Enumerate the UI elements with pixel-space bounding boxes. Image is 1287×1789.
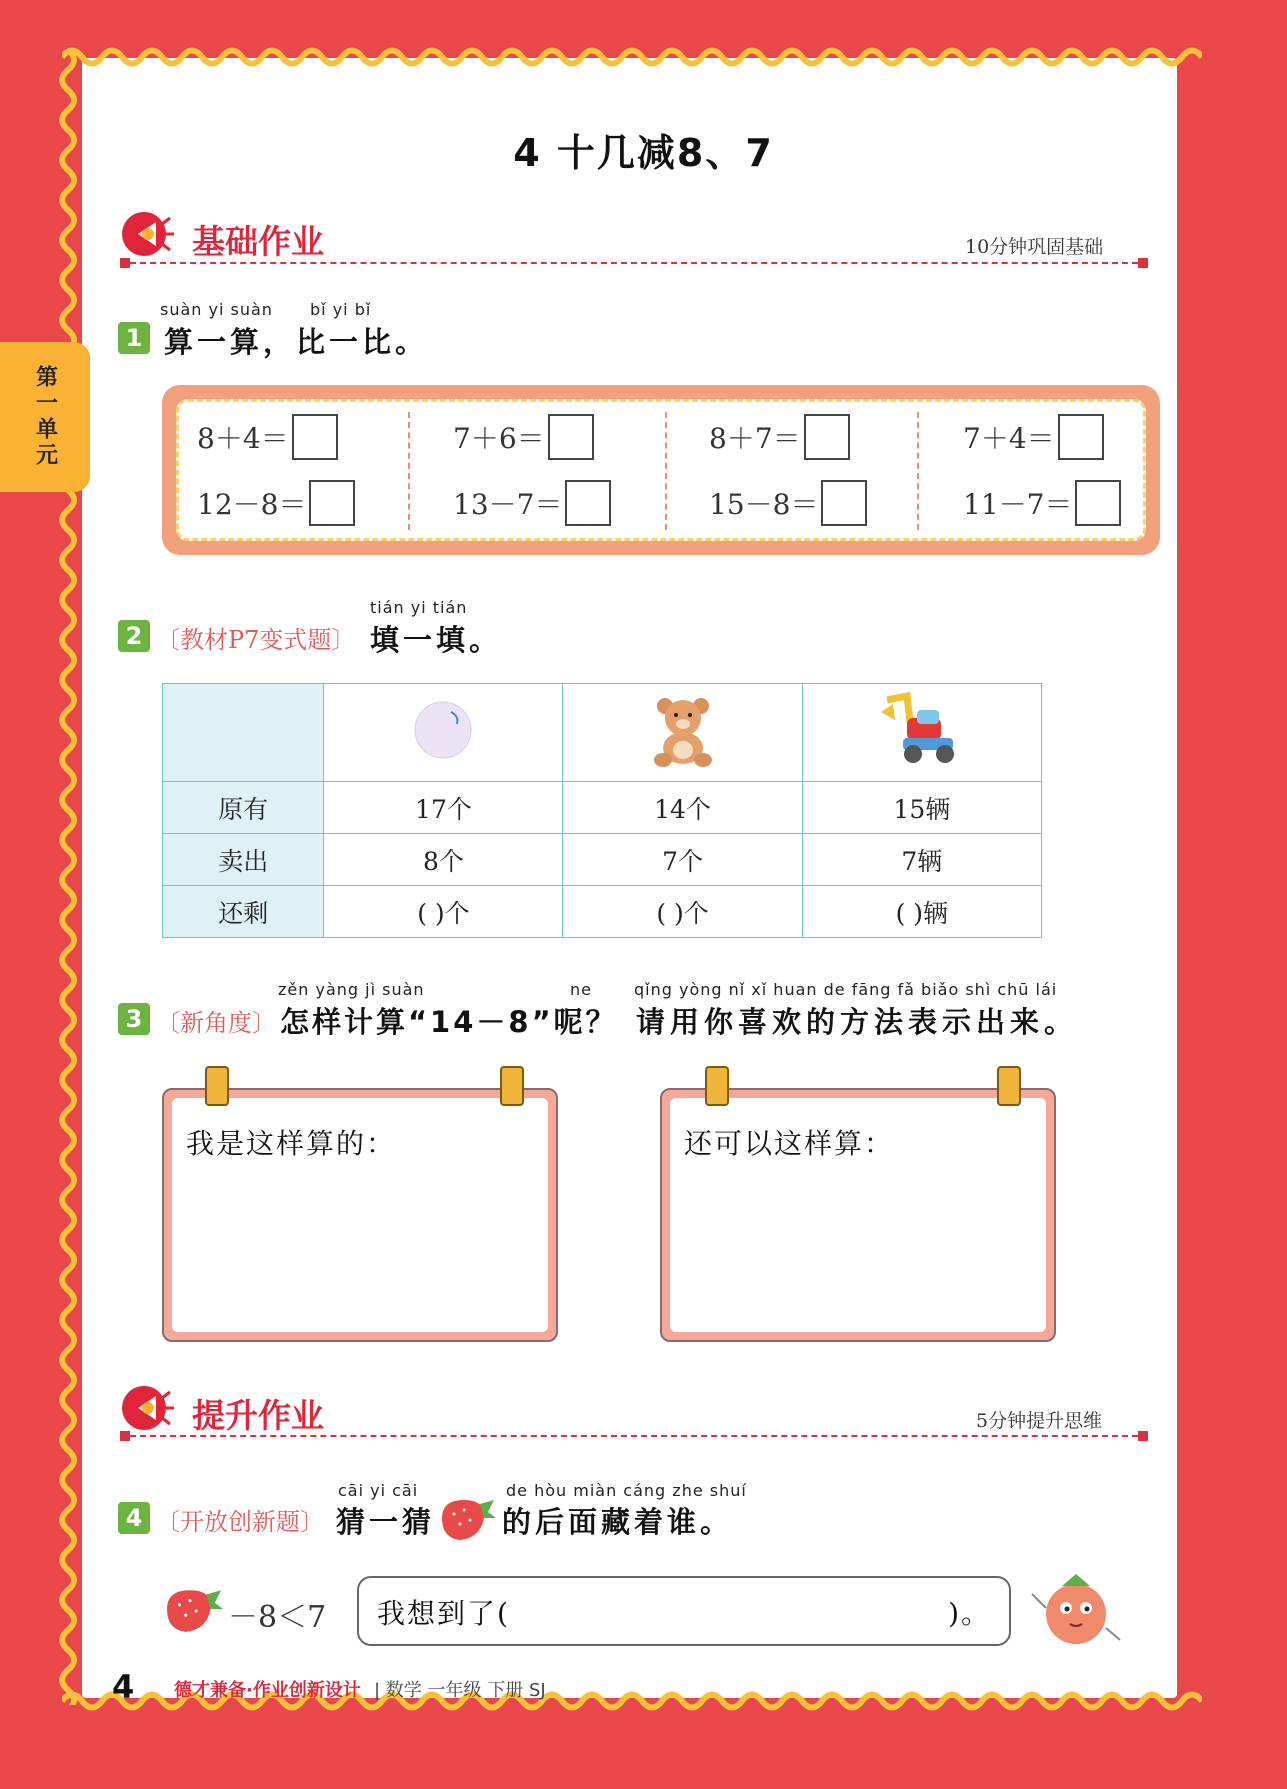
answer-cell[interactable]: ( )辆 — [802, 886, 1041, 938]
answer-box[interactable] — [1058, 414, 1104, 460]
footer-brand: 德才兼备·作业创新设计 — [174, 1680, 361, 1701]
table-cell: 7个 — [563, 834, 802, 886]
q4-expression: －8＜7 — [228, 1600, 327, 1635]
column-divider — [665, 412, 667, 530]
q4-tag: 〔开放创新题〕 — [156, 1508, 324, 1536]
question-number: 1 — [118, 322, 150, 354]
equation: 8＋4＝ — [197, 414, 338, 460]
ball-icon — [411, 698, 475, 762]
footer-info: | 数学 一年级 下册 SJ — [374, 1680, 546, 1701]
q3-pinyin-a: zěn yàng jì suàn — [278, 980, 425, 999]
section-divider — [130, 1435, 1138, 1437]
column-divider — [917, 412, 919, 530]
bubble-text: 我想到了( — [377, 1597, 510, 1630]
q4-pinyin-b: de hòu miàn cáng zhe shuí — [506, 1481, 747, 1500]
page-number: 4 — [112, 1668, 135, 1706]
table-cell: 8个 — [324, 834, 563, 886]
divider-start — [120, 258, 130, 268]
card-prompt: 我是这样算的： — [186, 1127, 397, 1160]
section-time-basic: 10分钟巩固基础 — [965, 236, 1104, 258]
q3-pinyin-c: qǐng yòng nǐ xǐ huan de fāng fǎ biǎo shì chū lái — [634, 980, 1058, 999]
divider-start — [120, 1431, 130, 1441]
question-number: 2 — [118, 620, 150, 652]
card-prompt: 还可以这样算： — [684, 1127, 895, 1160]
table-cell: 15辆 — [802, 782, 1041, 834]
q1-pinyin-b: bǐ yi bǐ — [310, 300, 372, 319]
equation: 8＋7＝ — [709, 414, 850, 460]
q1-text: 算一算，比一比。 — [164, 325, 429, 359]
equation: 13－7＝ — [453, 480, 611, 526]
excavator-cell — [802, 684, 1041, 782]
answer-cell[interactable]: ( )个 — [563, 886, 802, 938]
q3-text-b: 请用你喜欢的方法表示出来。 — [636, 1005, 1079, 1039]
clip-icon — [705, 1066, 729, 1106]
speech-bubble[interactable] — [357, 1576, 1011, 1646]
fill-table — [162, 683, 1042, 938]
section-title-advanced: 提升作业 — [192, 1396, 324, 1435]
clip-icon — [500, 1066, 524, 1106]
ball-cell — [324, 684, 563, 782]
section-title-basic: 基础作业 — [192, 222, 324, 261]
section-divider — [130, 262, 1138, 264]
q2-pinyin: tián yi tián — [370, 598, 468, 617]
q3-text-a: 怎样计算“14－8”呢？ — [280, 1005, 618, 1039]
wavy-border-top — [62, 44, 1202, 70]
row-label: 还剩 — [163, 886, 324, 938]
answer-box[interactable] — [804, 414, 850, 460]
answer-box[interactable] — [565, 480, 611, 526]
equation: 7＋4＝ — [963, 414, 1104, 460]
page-title: 4 十几减8、7 — [513, 131, 774, 175]
q4-text-b: 的后面藏着谁。 — [502, 1505, 734, 1539]
answer-box[interactable] — [1075, 480, 1121, 526]
equation: 11－7＝ — [963, 480, 1121, 526]
answer-box[interactable] — [292, 414, 338, 460]
answer-box[interactable] — [821, 480, 867, 526]
table-cell: 17个 — [324, 782, 563, 834]
q4-text-a: 猜一猜 — [336, 1505, 436, 1539]
answer-card-1[interactable] — [162, 1088, 558, 1342]
answer-card-2[interactable] — [660, 1088, 1056, 1342]
strawberry-icon — [160, 1584, 226, 1636]
horn-mascot-icon — [118, 1382, 180, 1434]
answer-cell[interactable]: ( )个 — [324, 886, 563, 938]
wavy-border-left — [52, 50, 84, 1705]
clip-icon — [205, 1066, 229, 1106]
unit-side-tab: 第一单元 — [0, 342, 90, 492]
question-number: 4 — [118, 1502, 150, 1534]
bear-cell — [563, 684, 802, 782]
column-divider — [408, 412, 410, 530]
teddy-bear-icon — [643, 690, 723, 770]
row-label: 卖出 — [163, 834, 324, 886]
equation: 7＋6＝ — [453, 414, 594, 460]
horn-mascot-icon — [118, 208, 180, 260]
answer-box[interactable] — [548, 414, 594, 460]
bubble-end: )。 — [948, 1597, 991, 1630]
answer-box[interactable] — [309, 480, 355, 526]
table-corner — [163, 684, 324, 782]
table-cell: 14个 — [563, 782, 802, 834]
q3-tag: 〔新角度〕 — [156, 1009, 276, 1037]
q3-pinyin-b: ne — [570, 980, 592, 999]
table-cell: 7辆 — [802, 834, 1041, 886]
toy-excavator-icon — [877, 690, 967, 770]
q1-pinyin-a: suàn yi suàn — [160, 300, 273, 319]
divider-end — [1138, 258, 1148, 268]
q4-pinyin-a: cāi yi cāi — [338, 1481, 419, 1500]
equation: 15－8＝ — [709, 480, 867, 526]
equation: 12－8＝ — [197, 480, 355, 526]
q2-text: 填一填。 — [370, 623, 503, 657]
strawberry-mascot-icon — [1026, 1568, 1126, 1654]
q2-tag: 〔教材P7变式题〕 — [156, 626, 356, 654]
row-label: 原有 — [163, 782, 324, 834]
divider-end — [1138, 1431, 1148, 1441]
section-time-advanced: 5分钟提升思维 — [976, 1410, 1103, 1432]
question-number: 3 — [118, 1003, 150, 1035]
clip-icon — [997, 1066, 1021, 1106]
strawberry-icon — [436, 1494, 498, 1544]
equation-panel — [162, 385, 1160, 555]
